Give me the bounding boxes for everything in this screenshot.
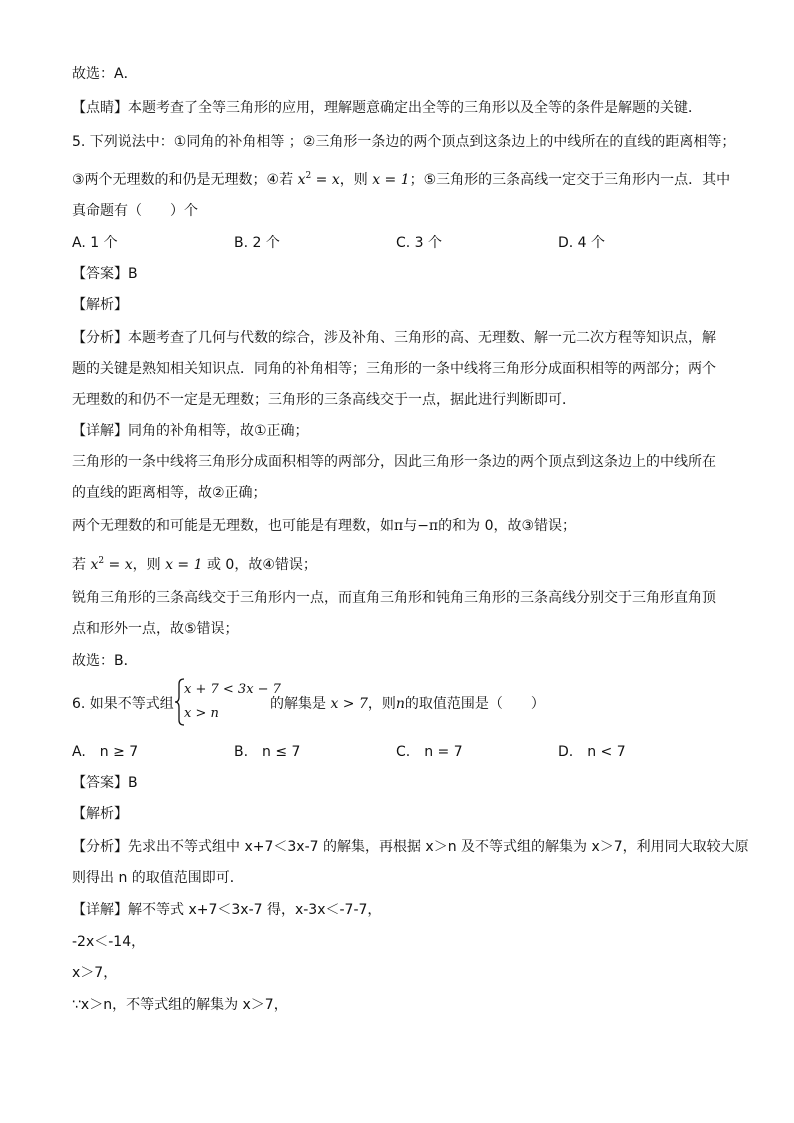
detail-text-6-3: x＞7，: [72, 965, 118, 981]
text-line-1: 故选：A．: [72, 66, 138, 82]
detail-text-6-1: 【详解】解不等式 x+7＜3x-7 得，x-3x＜-7-7，: [72, 902, 382, 918]
option-d: D. 4 个: [558, 235, 606, 251]
analysis-label-6: 【解析】: [72, 806, 128, 822]
question-5-stem: 5. 下列说法中：①同角的补角相等 ；②三角形一条边的两个顶点到这条边上的中线所在的直线的距离相等；: [72, 134, 736, 150]
option-a: A. 1 个: [72, 235, 118, 251]
detail-text-1: 【详解】同角的补角相等，故①正确；: [72, 423, 309, 439]
analysis-text-1: 【分析】本题考查了几何与代数的综合，涉及补角、三角形的高、无理数、解一元二次方程等知识点，解: [72, 330, 716, 346]
detail-text-4: 两个无理数的和可能是无理数，也可能是有理数，如π与−π的和为 0，故③错误；: [72, 518, 577, 534]
detail-text-7: 点和形外一点，故⑤错误；: [72, 621, 239, 637]
inequality-system: [174, 678, 281, 726]
analysis-text-6-2: 则得出 n 的取值范围即可．: [72, 870, 244, 886]
analysis-text-6-1: 【分析】先求出不等式组中 x+7＜3x-7 的解集，再根据 x＞n 及不等式组的解集为 x＞7，利用同大取较大原: [72, 839, 749, 855]
detail-text-5: 若 $x^2 = x$，则 x = 1 或 0，故④错误；: [72, 556, 317, 573]
detail-text-2: 三角形的一条中线将三角形分成面积相等的两部分，因此三角形一条边的两个顶点到这条边上的中线所在: [72, 454, 716, 470]
detail-text-6-2: -2x＜-14，: [72, 934, 146, 950]
question-6-options: [72, 742, 722, 762]
option-a: A. n ≥ 7: [72, 744, 139, 760]
detail-text-3: 的直线的距离相等，故②正确；: [72, 485, 267, 501]
question-6-stem: 的解集是 x > 7，则n的取值范围是（ ）: [270, 696, 545, 712]
option-b: B. 2 个: [234, 235, 280, 251]
option-b: B. n ≤ 7: [234, 744, 301, 760]
text-line-2: 【点睛】本题考查了全等三角形的应用，理解题意确定出全等的三角形以及全等的条件是解题的关键．: [72, 100, 702, 116]
question-5-stem-cont: ③两个无理数的和仍是无理数；④若 $x^2 = x$，则 x = 1；⑤三角形的三条高线一定交于三角形内一点．其中: [72, 171, 731, 188]
analysis-label: 【解析】: [72, 297, 128, 313]
detail-text-6: 锐角三角形的三条高线交于三角形内一点，而直角三角形和钝角三角形的三条高线分别交于三角形直角顶: [72, 590, 716, 606]
inequality-row-1: x + 7 < 3x − 7: [184, 682, 281, 697]
answer-label-6: 【答案】B: [72, 775, 138, 791]
conclusion-text: 故选：B．: [72, 653, 138, 669]
detail-text-6-4: ∵x＞n，不等式组的解集为 x＞7，: [72, 997, 288, 1013]
answer-label: 【答案】B: [72, 266, 138, 282]
analysis-text-3: 无理数的和仍不一定是无理数；三角形的三条高线交于一点，据此进行判断即可．: [72, 392, 576, 408]
option-c: C. n = 7: [396, 744, 463, 760]
option-c: C. 3 个: [396, 235, 443, 251]
option-d: D. n < 7: [558, 744, 626, 760]
question-6-prefix: 6. 如果不等式组: [72, 696, 174, 712]
analysis-text-2: 题的关键是熟知相关知识点．同角的补角相等；三角形的一条中线将三角形分成面积相等的两部分；两个: [72, 361, 716, 377]
question-5-stem-end: 真命题有（ ）个: [72, 203, 198, 219]
question-5-options: [72, 233, 722, 253]
inequality-row-2: x > n: [184, 706, 219, 721]
